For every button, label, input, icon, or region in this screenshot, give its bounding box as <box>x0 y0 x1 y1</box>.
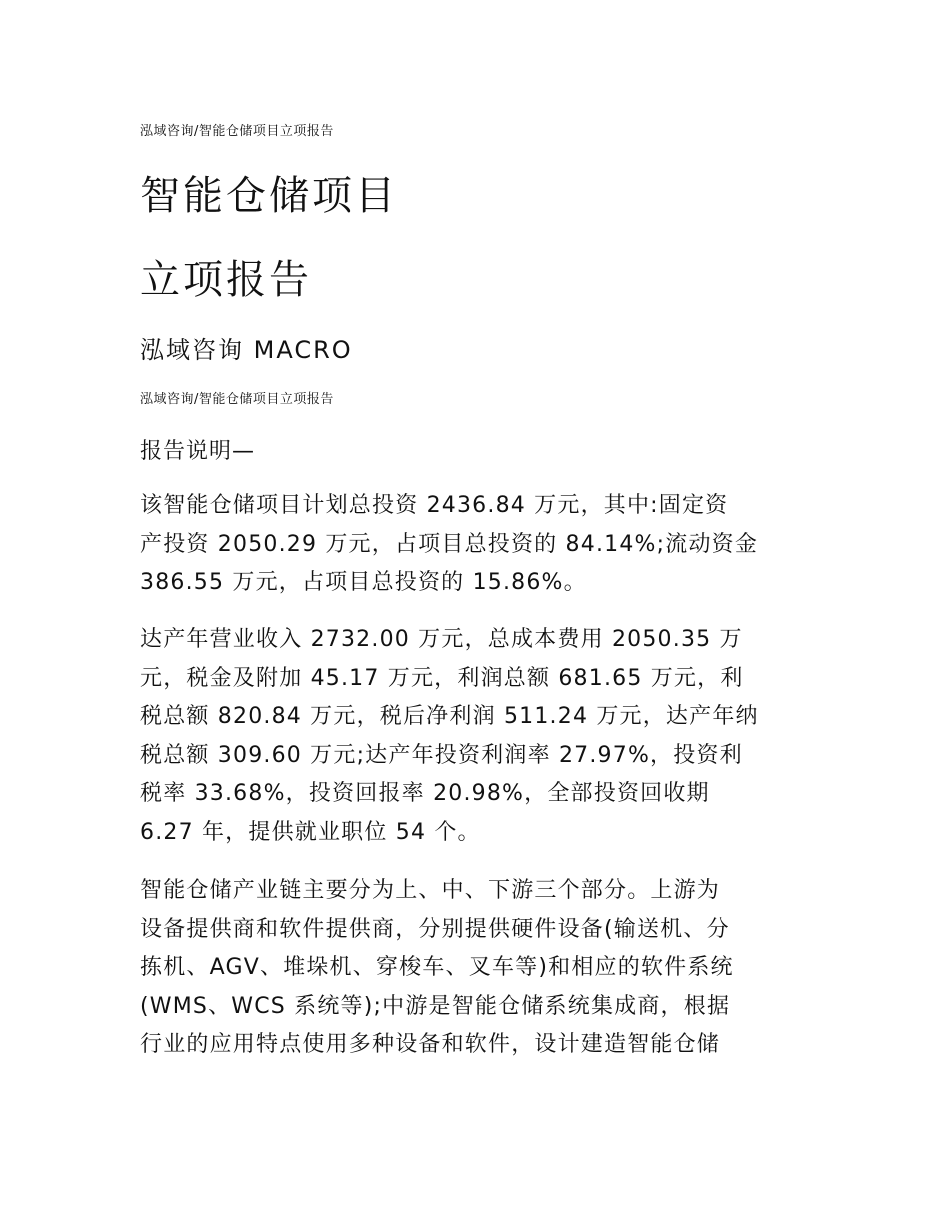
brand-name: 泓域咨询 MACRO <box>140 336 353 364</box>
paragraph-investment <box>140 487 820 603</box>
running-header: 泓域咨询/智能仓储项目立项报告 <box>140 124 334 139</box>
paragraph-line: 6.27 年，提供就业职位 54 个。 <box>140 819 481 845</box>
paragraph-industry-chain <box>140 872 820 1065</box>
document-title-line-1: 智能仓储项目 <box>140 173 398 219</box>
document-page <box>140 0 820 1230</box>
paragraph-line: 386.55 万元，占项目总投资的 15.86%。 <box>140 570 587 595</box>
paragraph-line: 智能仓储产业链主要分为上、中、下游三个部分。上游为 <box>140 878 721 903</box>
paragraph-line: 税率 33.68%，投资回报率 20.98%，全部投资回收期 <box>140 781 710 806</box>
paragraph-line: 产投资 2050.29 万元，占项目总投资的 84.14%;流动资金 <box>140 531 759 557</box>
paragraph-line: (WMS、WCS 系统等);中游是智能仓储系统集成商，根据 <box>140 993 731 1019</box>
paragraph-line: 元，税金及附加 45.17 万元，利润总额 681.65 万元，利 <box>140 665 744 691</box>
paragraph-line: 设备提供商和软件提供商，分别提供硬件设备(输送机、分 <box>140 916 730 942</box>
document-title-line-2: 立项报告 <box>140 257 312 303</box>
section-heading: 报告说明— <box>140 439 256 464</box>
running-header-repeat: 泓域咨询/智能仓储项目立项报告 <box>140 392 334 407</box>
paragraph-line: 行业的应用特点使用多种设备和软件，设计建造智能仓储 <box>140 1032 721 1057</box>
paragraph-line: 拣机、AGV、堆垛机、穿梭车、叉车等)和相应的软件系统 <box>140 955 734 980</box>
paragraph-line: 该智能仓储项目计划总投资 2436.84 万元，其中:固定资 <box>140 493 729 518</box>
paragraph-line: 税总额 820.84 万元，税后净利润 511.24 万元，达产年纳 <box>140 704 759 729</box>
paragraph-line: 税总额 309.60 万元;达产年投资利润率 27.97%，投资利 <box>140 742 743 768</box>
paragraph-line: 达产年营业收入 2732.00 万元，总成本费用 2050.35 万 <box>140 627 743 652</box>
paragraph-financials <box>140 621 820 852</box>
